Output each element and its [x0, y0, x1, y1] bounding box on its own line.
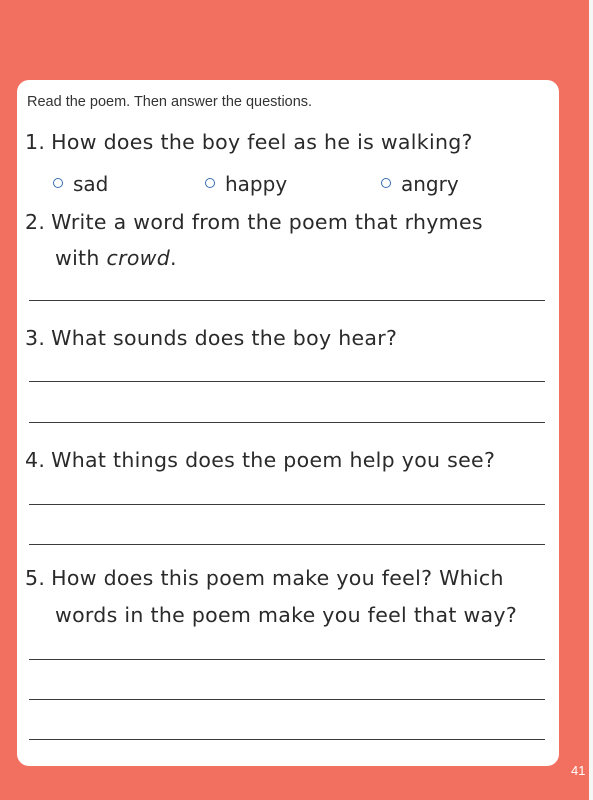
- page-number: 41: [571, 763, 586, 778]
- question-3-text: What sounds does the boy hear?: [51, 326, 398, 350]
- question-2-text-prefix: with: [55, 246, 107, 270]
- answer-option-label: sad: [73, 172, 109, 196]
- answer-line[interactable]: [29, 739, 545, 740]
- answer-line[interactable]: [29, 699, 545, 700]
- question-5-text-line2: words in the poem make you feel that way?: [55, 603, 518, 627]
- answer-line[interactable]: [29, 659, 545, 660]
- instructions-text: Read the poem. Then answer the questions.: [27, 94, 313, 110]
- question-2-number: 2.: [25, 210, 46, 234]
- question-2-italic-word: crowd: [106, 246, 171, 270]
- radio-circle-icon[interactable]: [205, 178, 215, 188]
- question-2-text-suffix: .: [170, 246, 177, 270]
- question-2-line2: [55, 240, 177, 276]
- question-4: [25, 442, 495, 478]
- worksheet-card: [17, 80, 559, 766]
- answer-line[interactable]: [29, 381, 545, 382]
- question-3: [25, 320, 397, 356]
- answer-option-label: angry: [401, 172, 459, 196]
- question-1-text: How does the boy feel as he is walking?: [51, 130, 473, 154]
- question-4-number: 4.: [25, 448, 46, 472]
- question-5-text-line1: How does this poem make you feel? Which: [51, 566, 504, 590]
- answer-option-sad[interactable]: [53, 172, 108, 196]
- question-2-text-line1: Write a word from the poem that rhymes: [51, 210, 483, 234]
- radio-circle-icon[interactable]: [381, 178, 391, 188]
- question-5-line2: [55, 597, 517, 633]
- question-4-text: What things does the poem help you see?: [51, 448, 496, 472]
- question-5: [25, 560, 504, 596]
- answer-option-angry[interactable]: [381, 172, 459, 196]
- answer-line[interactable]: [29, 544, 545, 545]
- question-5-number: 5.: [25, 566, 46, 590]
- answer-option-happy[interactable]: [205, 172, 287, 196]
- answer-line[interactable]: [29, 300, 545, 301]
- question-2: [25, 204, 483, 240]
- answer-option-label: happy: [225, 172, 288, 196]
- question-1: [25, 124, 473, 160]
- answer-line[interactable]: [29, 504, 545, 505]
- answer-line[interactable]: [29, 422, 545, 423]
- radio-circle-icon[interactable]: [53, 178, 63, 188]
- question-3-number: 3.: [25, 326, 46, 350]
- question-1-number: 1.: [25, 130, 46, 154]
